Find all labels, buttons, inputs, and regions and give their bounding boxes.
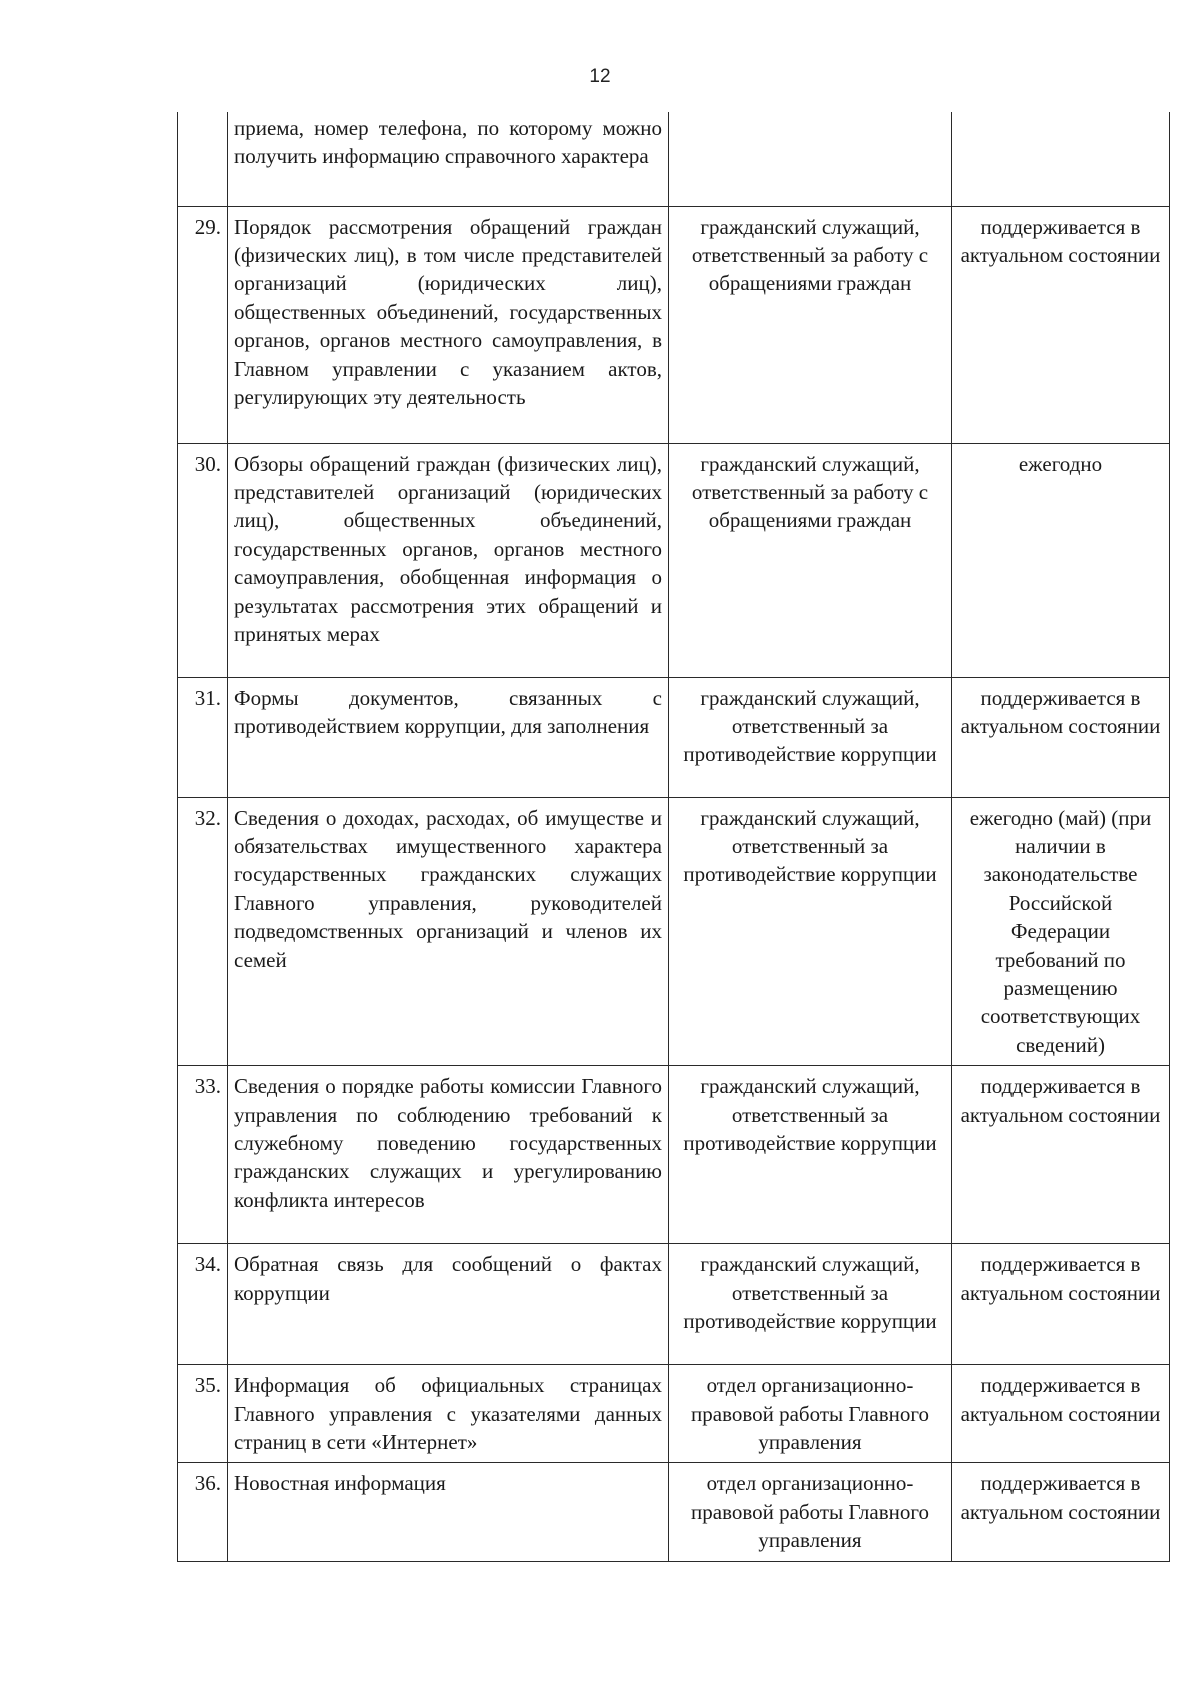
table-row bbox=[178, 1463, 1170, 1561]
row-responsible-cell bbox=[669, 112, 952, 206]
row-number-cell: 29. bbox=[178, 206, 228, 443]
row-period-cell: поддерживается в актуальном состоянии bbox=[952, 1244, 1170, 1365]
table-row bbox=[178, 797, 1170, 1066]
row-responsible-cell: гражданский служащий, ответственный за работу с обращениями граждан bbox=[669, 206, 952, 443]
row-name-cell: Сведения о доходах, расходах, об имуществе и обязательствах имущественного характера государственных гражданских служащих Главного управления, руководителей подведомственных организаций и членов их семей bbox=[228, 797, 669, 1066]
row-name-cell: Информация об официальных страницах Главного управления с указателями данных страниц в сети «Интернет» bbox=[228, 1365, 669, 1463]
table-row bbox=[178, 112, 1170, 206]
table-row bbox=[178, 206, 1170, 443]
row-period-cell: поддерживается в актуальном состоянии bbox=[952, 1066, 1170, 1244]
row-number-cell: 35. bbox=[178, 1365, 228, 1463]
row-responsible-cell: отдел организационно-правовой работы Главного управления bbox=[669, 1463, 952, 1561]
row-period-cell bbox=[952, 112, 1170, 206]
table-row bbox=[178, 443, 1170, 677]
information-table bbox=[177, 112, 1170, 1562]
row-period-cell: поддерживается в актуальном состоянии bbox=[952, 677, 1170, 797]
row-period-cell: ежегодно (май) (при наличии в законодательстве Российской Федерации требований по размещению соответствующих сведений) bbox=[952, 797, 1170, 1066]
row-period-cell: ежегодно bbox=[952, 443, 1170, 677]
row-number-cell: 32. bbox=[178, 797, 228, 1066]
row-name-cell: Обратная связь для сообщений о фактах коррупции bbox=[228, 1244, 669, 1365]
row-responsible-cell: гражданский служащий, ответственный за противодействие коррупции bbox=[669, 677, 952, 797]
table-row bbox=[178, 1244, 1170, 1365]
row-name-cell: Обзоры обращений граждан (физических лиц), представителей организаций (юридических лиц), общественных объединений, государственных органов, органов местного самоуправления, обобщенная информация о результатах рассмотрения этих обращений и принятых мерах bbox=[228, 443, 669, 677]
row-period-cell: поддерживается в актуальном состоянии bbox=[952, 1365, 1170, 1463]
row-number-cell: 33. bbox=[178, 1066, 228, 1244]
row-responsible-cell: гражданский служащий, ответственный за противодействие коррупции bbox=[669, 797, 952, 1066]
row-period-cell: поддерживается в актуальном состоянии bbox=[952, 1463, 1170, 1561]
row-name-cell: Сведения о порядке работы комиссии Главного управления по соблюдению требований к служебному поведению государственных гражданских служащих и урегулированию конфликта интересов bbox=[228, 1066, 669, 1244]
table-row bbox=[178, 1066, 1170, 1244]
row-period-cell: поддерживается в актуальном состоянии bbox=[952, 206, 1170, 443]
row-responsible-cell: гражданский служащий, ответственный за работу с обращениями граждан bbox=[669, 443, 952, 677]
table-row bbox=[178, 1365, 1170, 1463]
row-responsible-cell: гражданский служащий, ответственный за противодействие коррупции bbox=[669, 1066, 952, 1244]
row-name-cell: приема, номер телефона, по которому можно получить информацию справочного характера bbox=[228, 112, 669, 206]
row-number-cell: 36. bbox=[178, 1463, 228, 1561]
table-row bbox=[178, 677, 1170, 797]
page-number: 12 bbox=[589, 66, 611, 87]
row-name-cell: Порядок рассмотрения обращений граждан (физических лиц), в том числе представителей организаций (юридических лиц), общественных объединений, государственных органов, органов местного самоуправления, в Главном управлении с указанием актов, регулирующих эту деятельность bbox=[228, 206, 669, 443]
row-responsible-cell: гражданский служащий, ответственный за противодействие коррупции bbox=[669, 1244, 952, 1365]
row-number-cell: 31. bbox=[178, 677, 228, 797]
row-name-cell: Новостная информация bbox=[228, 1463, 669, 1561]
row-number-cell: 34. bbox=[178, 1244, 228, 1365]
table-body bbox=[178, 112, 1170, 1561]
row-number-cell: 30. bbox=[178, 443, 228, 677]
row-number-cell bbox=[178, 112, 228, 206]
row-name-cell: Формы документов, связанных с противодействием коррупции, для заполнения bbox=[228, 677, 669, 797]
row-responsible-cell: отдел организационно-правовой работы Главного управления bbox=[669, 1365, 952, 1463]
